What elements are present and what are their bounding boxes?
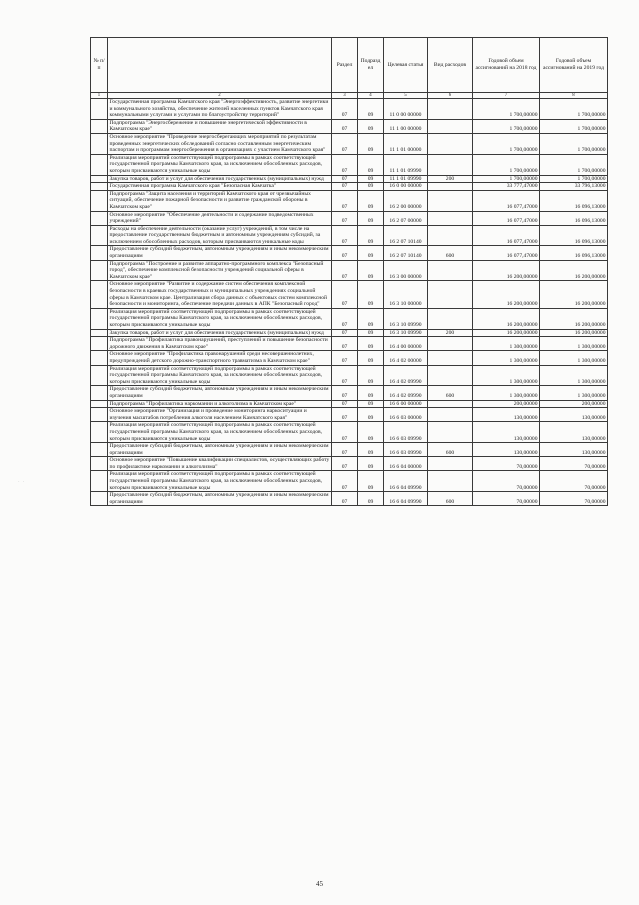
row-name-cell: Подпрограмма "Энергосбережение и повышение энергетической эффективности в Камчатском крае" xyxy=(108,119,332,133)
row-number-cell xyxy=(91,337,108,351)
header-vol2019: Годовой объем ассигнований на 2019 год xyxy=(540,38,608,93)
row-subsection-cell: 09 xyxy=(358,154,384,175)
row-vol2019-cell: 1 700,00000 xyxy=(540,154,608,175)
row-target-cell: 16 4 02 00000 xyxy=(384,351,428,365)
table-row xyxy=(91,133,608,154)
page-number: 45 xyxy=(316,880,323,888)
scan-margin-artifact: · · xyxy=(18,480,26,485)
table-row xyxy=(91,119,608,133)
row-name-cell: Основное мероприятие "Профилактика правонарушений среди несовершеннолетних, предупреждений детского дорожно-транспортного травматизма в Камчатском крае" xyxy=(108,351,332,365)
row-subsection-cell: 09 xyxy=(358,365,384,386)
table-row xyxy=(91,337,608,351)
table-row xyxy=(91,190,608,211)
row-expense-cell xyxy=(428,365,473,386)
table-row xyxy=(91,408,608,422)
row-name-cell: Основное мероприятие "Обеспечение деятельности и содержание подведомственных учреждений" xyxy=(108,211,332,225)
row-vol2019-cell: 1 700,00000 xyxy=(540,99,608,120)
row-subsection-cell: 09 xyxy=(358,337,384,351)
row-vol2019-cell: 1 700,00000 xyxy=(540,133,608,154)
row-name-cell: Реализация мероприятий соответствующей подпрограммы в рамках соответствующей государственной программы Камчатского края, за исключением обособленных расходов, которым присваиваются уникальные коды xyxy=(108,471,332,492)
row-number-cell xyxy=(91,365,108,386)
row-target-cell: 16 6 04 09990 xyxy=(384,492,428,506)
row-expense-cell xyxy=(428,457,473,471)
row-subsection-cell: 09 xyxy=(358,386,384,400)
table-row xyxy=(91,443,608,457)
row-vol2018-cell: 130,00000 xyxy=(473,443,540,457)
row-vol2019-cell: 16 096,13000 xyxy=(540,190,608,211)
table-row xyxy=(91,260,608,281)
row-section-cell: 07 xyxy=(332,329,358,337)
row-vol2018-cell: 16 077,47000 xyxy=(473,225,540,246)
row-target-cell: 16 0 00 00000 xyxy=(384,183,428,191)
row-number-cell xyxy=(91,492,108,506)
row-vol2018-cell: 16 077,47000 xyxy=(473,211,540,225)
row-vol2019-cell: 1 300,00000 xyxy=(540,337,608,351)
header-expense: Вид расходов xyxy=(428,38,473,93)
row-expense-cell xyxy=(428,471,473,492)
row-section-cell: 07 xyxy=(332,246,358,260)
row-name-cell: Предоставление субсидий бюджетным, автономным учреждениям и иным некоммерческим организациям xyxy=(108,386,332,400)
table-row xyxy=(91,422,608,443)
row-name-cell: Основное мероприятие "Проведение энергосберегающих мероприятий по результатам проведенных энергетических обследований согласно составленным энергетическим паспортам и программам энергосбережения в организациях с участием Камчатского края" xyxy=(108,133,332,154)
row-vol2018-cell: 1 700,00000 xyxy=(473,133,540,154)
row-number-cell xyxy=(91,211,108,225)
row-target-cell: 16 2 07 10140 xyxy=(384,225,428,246)
row-vol2019-cell: 1 300,00000 xyxy=(540,365,608,386)
row-section-cell: 07 xyxy=(332,457,358,471)
row-number-cell xyxy=(91,99,108,120)
row-name-cell: Основное мероприятие "Развитие и содержание систем обеспечения комплексной безопасности в краевых государственных и муниципальных учреждениях социальной сферы в Камчатском крае. Централизация сбора данных с объектовых систем комплексной безопасности и мониторинга, обеспечение передачи данных в АПК "Безопасный город" xyxy=(108,281,332,308)
row-section-cell: 07 xyxy=(332,443,358,457)
table-row xyxy=(91,457,608,471)
row-subsection-cell: 09 xyxy=(358,246,384,260)
row-target-cell: 16 6 03 09990 xyxy=(384,443,428,457)
row-expense-cell xyxy=(428,154,473,175)
row-vol2019-cell: 1 700,00000 xyxy=(540,175,608,183)
row-vol2018-cell: 200,00000 xyxy=(473,400,540,408)
row-subsection-cell: 09 xyxy=(358,422,384,443)
row-expense-cell xyxy=(428,400,473,408)
row-target-cell: 16 3 10 00000 xyxy=(384,281,428,308)
table-row xyxy=(91,365,608,386)
row-number-cell xyxy=(91,443,108,457)
table-header-row xyxy=(91,38,608,93)
row-section-cell: 07 xyxy=(332,190,358,211)
table-row xyxy=(91,400,608,408)
row-number-cell xyxy=(91,281,108,308)
row-name-cell: Предоставление субсидий бюджетным, автономным учреждениям и иным некоммерческим организациям xyxy=(108,492,332,506)
row-expense-cell xyxy=(428,133,473,154)
row-target-cell: 16 6 03 00000 xyxy=(384,408,428,422)
row-target-cell: 16 6 03 09990 xyxy=(384,422,428,443)
row-vol2019-cell: 70,00000 xyxy=(540,492,608,506)
row-vol2019-cell: 70,00000 xyxy=(540,471,608,492)
row-name-cell: Подпрограмма "Защита населения и территорий Камчатского края от чрезвычайных ситуаций, обеспечение пожарной безопасности и развитие гражданской обороны в Камчатском крае" xyxy=(108,190,332,211)
row-vol2018-cell: 1 700,00000 xyxy=(473,154,540,175)
row-subsection-cell: 09 xyxy=(358,351,384,365)
table-row xyxy=(91,492,608,506)
row-expense-cell xyxy=(428,99,473,120)
row-subsection-cell: 09 xyxy=(358,211,384,225)
row-expense-cell: 600 xyxy=(428,246,473,260)
row-vol2019-cell: 130,00000 xyxy=(540,443,608,457)
row-vol2018-cell: 16 200,00000 xyxy=(473,281,540,308)
row-section-cell: 07 xyxy=(332,408,358,422)
row-vol2019-cell: 16 200,00000 xyxy=(540,329,608,337)
row-name-cell: Предоставление субсидий бюджетным, автономным учреждениям и иным некоммерческим организациям xyxy=(108,246,332,260)
row-expense-cell xyxy=(428,281,473,308)
index-cell: 4 xyxy=(358,93,384,99)
table-row xyxy=(91,154,608,175)
row-section-cell: 07 xyxy=(332,211,358,225)
row-number-cell xyxy=(91,183,108,191)
index-cell: 5 xyxy=(384,93,428,99)
row-target-cell: 16 4 02 09990 xyxy=(384,386,428,400)
row-section-cell: 07 xyxy=(332,133,358,154)
row-vol2018-cell: 70,00000 xyxy=(473,471,540,492)
row-name-cell: Предоставление субсидий бюджетным, автономным учреждениям и иным некоммерческим организациям xyxy=(108,443,332,457)
index-cell: 2 xyxy=(108,93,332,99)
row-vol2019-cell: 200,00000 xyxy=(540,400,608,408)
header-name xyxy=(108,38,332,93)
row-name-cell: Подпрограмма "Профилактика наркомании и алкоголизма в Камчатском крае" xyxy=(108,400,332,408)
row-target-cell: 11 0 00 00000 xyxy=(384,99,428,120)
row-section-cell: 07 xyxy=(332,175,358,183)
row-vol2019-cell: 16 096,13000 xyxy=(540,225,608,246)
row-expense-cell: 600 xyxy=(428,386,473,400)
row-subsection-cell: 09 xyxy=(358,457,384,471)
row-expense-cell: 600 xyxy=(428,443,473,457)
row-target-cell: 16 2 00 00000 xyxy=(384,190,428,211)
row-number-cell xyxy=(91,175,108,183)
row-section-cell: 07 xyxy=(332,308,358,329)
row-number-cell xyxy=(91,422,108,443)
row-subsection-cell: 09 xyxy=(358,260,384,281)
row-expense-cell: 600 xyxy=(428,492,473,506)
row-target-cell: 16 3 10 09990 xyxy=(384,329,428,337)
row-vol2018-cell: 1 300,00000 xyxy=(473,351,540,365)
row-vol2019-cell: 130,00000 xyxy=(540,422,608,443)
row-expense-cell xyxy=(428,260,473,281)
row-vol2018-cell: 1 700,00000 xyxy=(473,175,540,183)
row-subsection-cell: 09 xyxy=(358,175,384,183)
table-row xyxy=(91,386,608,400)
row-vol2018-cell: 1 700,00000 xyxy=(473,99,540,120)
row-name-cell: Реализация мероприятий соответствующей подпрограммы в рамках соответствующей государственной программы Камчатского края, за исключением обособленных расходов, которым присваиваются уникальные коды xyxy=(108,422,332,443)
row-subsection-cell: 09 xyxy=(358,133,384,154)
row-section-cell: 07 xyxy=(332,422,358,443)
header-vol2018: Годовой объем ассигнований на 2018 год xyxy=(473,38,540,93)
row-vol2019-cell: 1 300,00000 xyxy=(540,351,608,365)
table-row xyxy=(91,351,608,365)
row-section-cell: 07 xyxy=(332,260,358,281)
row-vol2018-cell: 70,00000 xyxy=(473,492,540,506)
row-subsection-cell: 09 xyxy=(358,492,384,506)
row-subsection-cell: 09 xyxy=(358,119,384,133)
row-number-cell xyxy=(91,329,108,337)
budget-table xyxy=(90,37,608,506)
row-vol2018-cell: 1 300,00000 xyxy=(473,386,540,400)
row-expense-cell: 200 xyxy=(428,329,473,337)
row-vol2018-cell: 16 077,47000 xyxy=(473,190,540,211)
table-row xyxy=(91,471,608,492)
row-number-cell xyxy=(91,190,108,211)
row-vol2018-cell: 16 200,00000 xyxy=(473,260,540,281)
table-row xyxy=(91,246,608,260)
row-subsection-cell: 09 xyxy=(358,443,384,457)
row-name-cell: Закупка товаров, работ и услуг для обеспечения государственных (муниципальных) нужд xyxy=(108,329,332,337)
row-number-cell xyxy=(91,400,108,408)
row-vol2018-cell: 130,00000 xyxy=(473,408,540,422)
row-target-cell: 11 1 01 00000 xyxy=(384,133,428,154)
row-target-cell: 11 1 01 09990 xyxy=(384,154,428,175)
row-subsection-cell: 09 xyxy=(358,408,384,422)
row-target-cell: 16 2 07 00000 xyxy=(384,211,428,225)
header-section: Раздел xyxy=(332,38,358,93)
row-expense-cell xyxy=(428,183,473,191)
row-section-cell: 07 xyxy=(332,351,358,365)
table-row xyxy=(91,329,608,337)
row-section-cell: 07 xyxy=(332,281,358,308)
index-cell: 8 xyxy=(540,93,608,99)
row-vol2018-cell: 33 777,47000 xyxy=(473,183,540,191)
row-vol2018-cell: 16 077,47000 xyxy=(473,246,540,260)
row-number-cell xyxy=(91,308,108,329)
row-vol2018-cell: 1 700,00000 xyxy=(473,119,540,133)
row-number-cell xyxy=(91,225,108,246)
table-row xyxy=(91,99,608,120)
row-target-cell: 16 3 00 00000 xyxy=(384,260,428,281)
row-target-cell: 16 3 10 09990 xyxy=(384,308,428,329)
row-subsection-cell: 09 xyxy=(358,281,384,308)
row-number-cell xyxy=(91,386,108,400)
row-vol2019-cell: 16 200,00000 xyxy=(540,308,608,329)
row-expense-cell xyxy=(428,211,473,225)
row-name-cell: Реализация мероприятий соответствующей подпрограммы в рамках соответствующей государственной программы Камчатского края, за исключением обособленных расходов, которым присваиваются уникальные коды xyxy=(108,365,332,386)
row-section-cell: 07 xyxy=(332,99,358,120)
row-name-cell: Подпрограмма "Профилактика правонарушений, преступлений и повышение безопасности дорожного движения в Камчатском крае" xyxy=(108,337,332,351)
header-num: № п/п xyxy=(91,38,108,93)
row-subsection-cell: 09 xyxy=(358,308,384,329)
row-name-cell: Подпрограмма "Построение и развитие аппаратно-программного комплекса "Безопасный город", обеспечение комплексной безопасности учреждений социальной сферы в Камчатском крае" xyxy=(108,260,332,281)
row-expense-cell xyxy=(428,337,473,351)
row-vol2018-cell: 16 200,00000 xyxy=(473,308,540,329)
row-target-cell: 16 6 04 09990 xyxy=(384,471,428,492)
row-vol2018-cell: 70,00000 xyxy=(473,457,540,471)
row-subsection-cell: 09 xyxy=(358,471,384,492)
row-subsection-cell: 09 xyxy=(358,400,384,408)
row-target-cell: 16 6 04 00000 xyxy=(384,457,428,471)
row-vol2019-cell: 130,00000 xyxy=(540,408,608,422)
row-number-cell xyxy=(91,133,108,154)
row-expense-cell xyxy=(428,422,473,443)
table-row xyxy=(91,281,608,308)
row-expense-cell xyxy=(428,225,473,246)
row-subsection-cell: 09 xyxy=(358,190,384,211)
row-name-cell: Государственная программа Камчатского края "Энергоэффективность, развитие энергетики и коммунального хозяйства, обеспечение жителей населенных пунктов Камчатского края коммунальными услугами и услугами по благоустройству территорий" xyxy=(108,99,332,120)
row-vol2019-cell: 70,00000 xyxy=(540,457,608,471)
row-section-cell: 07 xyxy=(332,154,358,175)
row-name-cell: Расходы на обеспечение деятельности (оказание услуг) учреждений, в том числе на предоставление государственным бюджетным и автономным учреждениям субсидий, за исключением обособленных расходов, которым присваиваются уникальные коды xyxy=(108,225,332,246)
row-section-cell: 07 xyxy=(332,386,358,400)
row-vol2019-cell: 16 096,13000 xyxy=(540,211,608,225)
row-number-cell xyxy=(91,351,108,365)
row-subsection-cell: 09 xyxy=(358,225,384,246)
row-vol2018-cell: 1 300,00000 xyxy=(473,365,540,386)
row-vol2019-cell: 16 096,13000 xyxy=(540,246,608,260)
row-number-cell xyxy=(91,119,108,133)
table-row xyxy=(91,308,608,329)
row-vol2019-cell: 16 200,00000 xyxy=(540,281,608,308)
index-cell: 1 xyxy=(91,93,108,99)
row-expense-cell xyxy=(428,351,473,365)
row-target-cell: 11 1 01 09990 xyxy=(384,175,428,183)
row-vol2019-cell: 33 796,13000 xyxy=(540,183,608,191)
row-subsection-cell: 09 xyxy=(358,183,384,191)
row-subsection-cell: 09 xyxy=(358,329,384,337)
table-row xyxy=(91,175,608,183)
row-number-cell xyxy=(91,260,108,281)
row-vol2019-cell: 16 200,00000 xyxy=(540,260,608,281)
row-target-cell: 16 4 00 00000 xyxy=(384,337,428,351)
index-cell: 7 xyxy=(473,93,540,99)
row-number-cell xyxy=(91,246,108,260)
row-name-cell: Реализация мероприятий соответствующей подпрограммы в рамках соответствующей государственной программы Камчатского края, за исключением обособленных расходов, которым присваиваются уникальные коды xyxy=(108,154,332,175)
row-name-cell: Основное мероприятие "Повышение квалификации специалистов, осуществляющих работу по профилактике наркомании и алкоголизма" xyxy=(108,457,332,471)
table-row xyxy=(91,225,608,246)
row-subsection-cell: 09 xyxy=(358,99,384,120)
row-section-cell: 07 xyxy=(332,183,358,191)
index-cell: 6 xyxy=(428,93,473,99)
row-section-cell: 07 xyxy=(332,400,358,408)
row-section-cell: 07 xyxy=(332,471,358,492)
row-expense-cell xyxy=(428,308,473,329)
row-name-cell: Государственная программа Камчатского края "Безопасная Камчатка" xyxy=(108,183,332,191)
row-vol2018-cell: 1 300,00000 xyxy=(473,337,540,351)
row-target-cell: 16 2 07 10140 xyxy=(384,246,428,260)
row-target-cell: 11 1 00 00000 xyxy=(384,119,428,133)
row-section-cell: 07 xyxy=(332,492,358,506)
row-name-cell: Закупка товаров, работ и услуг для обеспечения государственных (муниципальных) нужд xyxy=(108,175,332,183)
table-row xyxy=(91,183,608,191)
table-row xyxy=(91,211,608,225)
row-expense-cell xyxy=(428,190,473,211)
row-vol2018-cell: 16 200,00000 xyxy=(473,329,540,337)
row-target-cell: 16 4 02 09990 xyxy=(384,365,428,386)
row-section-cell: 07 xyxy=(332,365,358,386)
row-number-cell xyxy=(91,457,108,471)
row-name-cell: Реализация мероприятий соответствующей подпрограммы в рамках соответствующей государственной программы Камчатского края, за исключением обособленных расходов, которым присваиваются уникальные коды xyxy=(108,308,332,329)
index-cell: 3 xyxy=(332,93,358,99)
row-number-cell xyxy=(91,471,108,492)
header-subsection: Подраздел xyxy=(358,38,384,93)
row-expense-cell xyxy=(428,408,473,422)
table-body xyxy=(91,99,608,506)
row-vol2018-cell: 130,00000 xyxy=(473,422,540,443)
row-section-cell: 07 xyxy=(332,119,358,133)
row-name-cell: Основное мероприятие "Организация и проведение мониторинга наркоситуации и изучения масштабов потребления алкоголя населением Камчатского края" xyxy=(108,408,332,422)
row-number-cell xyxy=(91,154,108,175)
row-section-cell: 07 xyxy=(332,225,358,246)
row-expense-cell: 200 xyxy=(428,175,473,183)
row-number-cell xyxy=(91,408,108,422)
row-target-cell: 16 6 00 00000 xyxy=(384,400,428,408)
header-target: Целевая статья xyxy=(384,38,428,93)
row-vol2019-cell: 1 300,00000 xyxy=(540,386,608,400)
row-expense-cell xyxy=(428,119,473,133)
row-section-cell: 07 xyxy=(332,337,358,351)
row-vol2019-cell: 1 700,00000 xyxy=(540,119,608,133)
